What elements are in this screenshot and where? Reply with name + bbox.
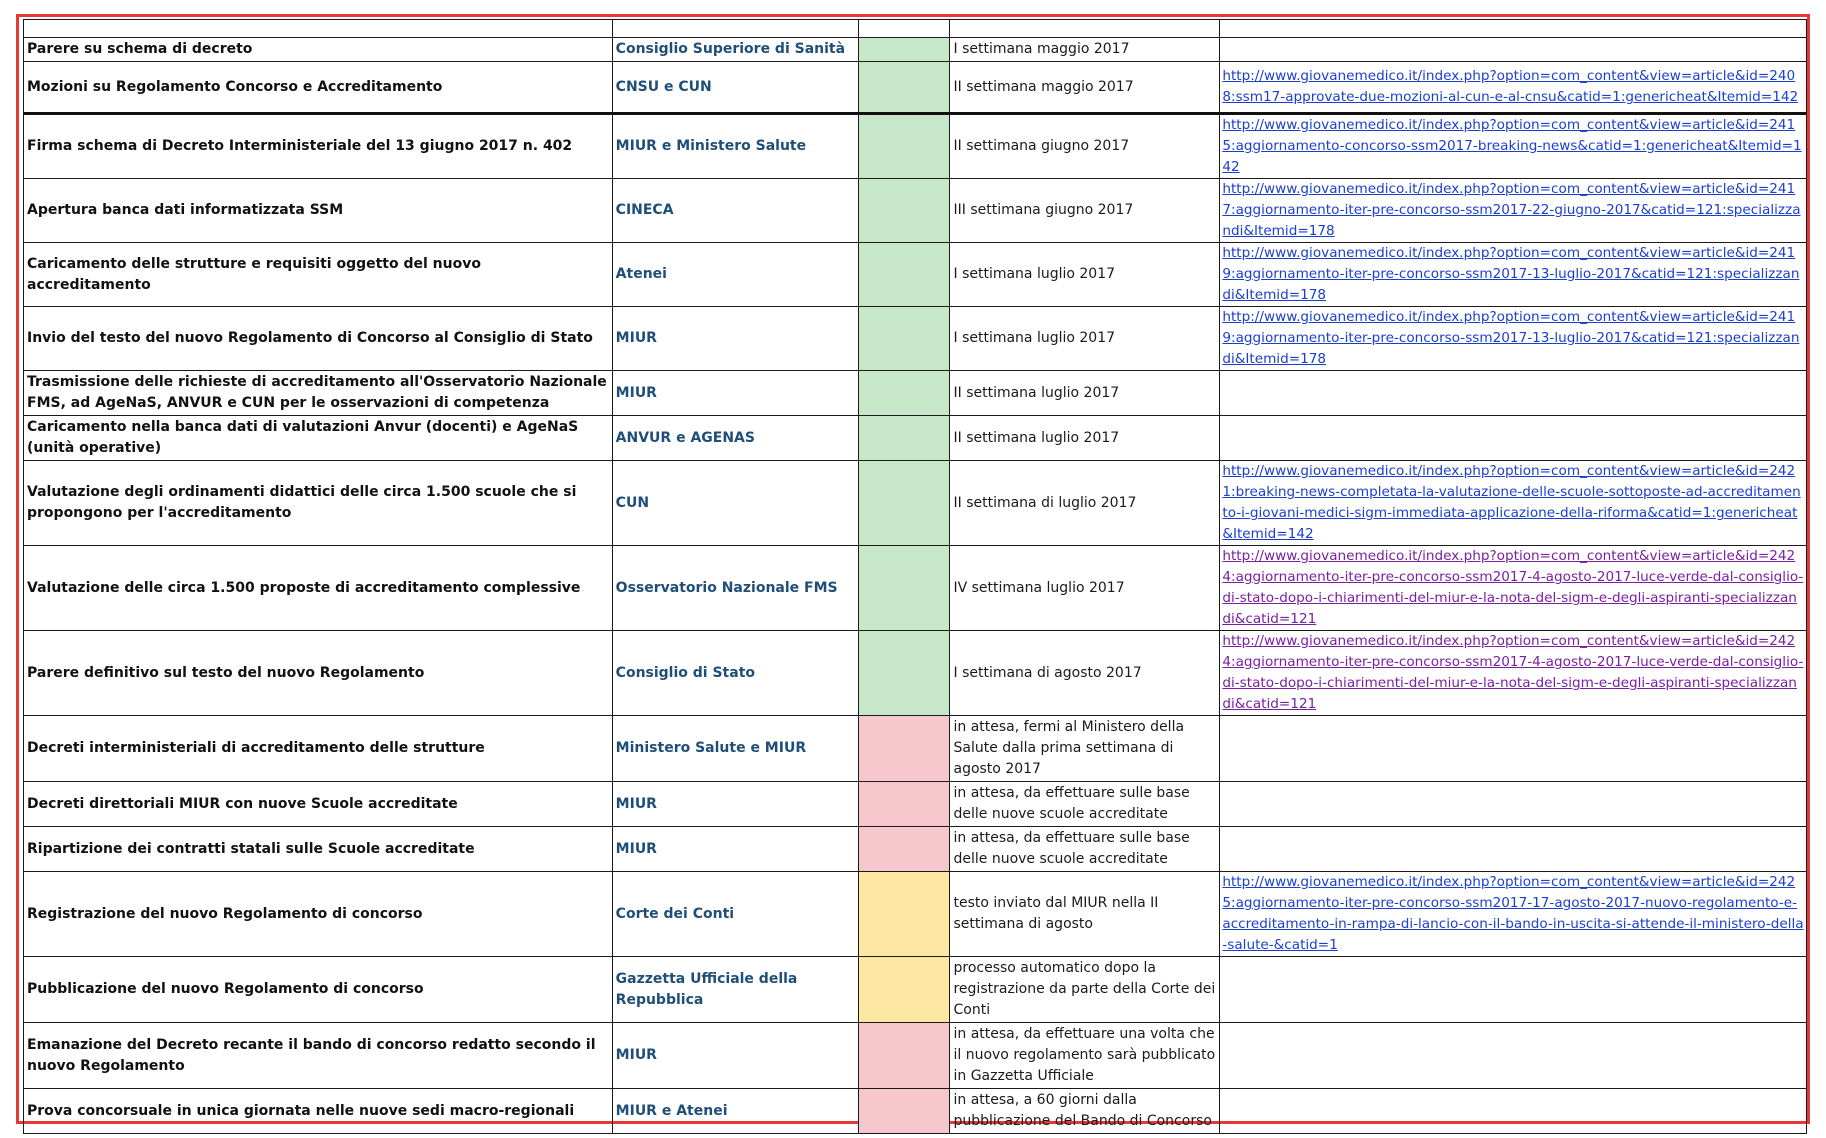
entity-cell[interactable] [612, 20, 858, 38]
table-body [24, 20, 1807, 1134]
timing-cell[interactable]: I settimana luglio 2017 [950, 307, 1220, 371]
table-row [24, 827, 1807, 872]
timing-cell[interactable]: in attesa, a 60 giorni dalla pubblicazione del Bando di Concorso [950, 1089, 1220, 1134]
entity-cell[interactable]: Consiglio di Stato [612, 631, 858, 716]
status-red-cell[interactable] [858, 1023, 950, 1089]
timing-cell[interactable]: III settimana giugno 2017 [950, 179, 1220, 243]
article-link[interactable]: http://www.giovanemedico.it/index.php?option=com_content&view=article&id=2417:aggiornamento-iter-pre-concorso-ssm2017-22-giugno-2017&catid=121:specializzandi&Itemid=178 [1222, 181, 1801, 239]
table-row [24, 179, 1807, 243]
status-green-cell[interactable] [858, 461, 950, 546]
article-link[interactable]: http://www.giovanemedico.it/index.php?option=com_content&view=article&id=2424:aggiornamento-iter-pre-concorso-ssm2017-4-agosto-2017-luce-verde-dal-consiglio-di-stato-dopo-i-chiarimenti-del-miur-e-la-nota-del-sigm-e-degli-aspiranti-specializzandi&catid=121 [1222, 633, 1804, 712]
article-link[interactable]: http://www.giovanemedico.it/index.php?option=com_content&view=article&id=2424:aggiornamento-iter-pre-concorso-ssm2017-4-agosto-2017-luce-verde-dal-consiglio-di-stato-dopo-i-chiarimenti-del-miur-e-la-nota-del-sigm-e-degli-aspiranti-specializzandi&catid=121 [1222, 548, 1804, 627]
entity-cell[interactable]: MIUR [612, 371, 858, 416]
entity-cell[interactable]: MIUR [612, 827, 858, 872]
status-green-cell[interactable] [858, 179, 950, 243]
link-cell[interactable] [1220, 957, 1807, 1023]
status-yellow-cell[interactable] [858, 872, 950, 957]
status-cell[interactable] [858, 20, 950, 38]
entity-cell[interactable]: MIUR [612, 782, 858, 827]
status-green-cell[interactable] [858, 38, 950, 62]
activity-cell[interactable]: Prova concorsuale in unica giornata nelle nuove sedi macro-regionali [24, 1089, 613, 1134]
timing-cell[interactable]: I settimana maggio 2017 [950, 38, 1220, 62]
timing-cell[interactable]: II settimana giugno 2017 [950, 114, 1220, 179]
activity-cell[interactable]: Mozioni su Regolamento Concorso e Accreditamento [24, 62, 613, 114]
article-link[interactable]: http://www.giovanemedico.it/index.php?option=com_content&view=article&id=2425:aggiornamento-iter-pre-concorso-ssm2017-17-agosto-2017-nuovo-regolamento-e-accreditamento-in-rampa-di-lancio-con-il-bando-in-uscita-si-attende-il-ministero-della-salute-&catid=1 [1222, 874, 1804, 953]
activity-cell[interactable]: Firma schema di Decreto Interministeriale del 13 giugno 2017 n. 402 [24, 114, 613, 179]
status-red-cell[interactable] [858, 1089, 950, 1134]
activity-cell[interactable]: Registrazione del nuovo Regolamento di concorso [24, 872, 613, 957]
timing-cell[interactable]: II settimana luglio 2017 [950, 371, 1220, 416]
link-cell[interactable] [1220, 307, 1807, 371]
timing-cell[interactable]: in attesa, fermi al Ministero della Salute dalla prima settimana di agosto 2017 [950, 716, 1220, 782]
timing-cell[interactable]: in attesa, da effettuare sulle base delle nuove scuole accreditate [950, 827, 1220, 872]
activity-cell[interactable]: Decreti interministeriali di accreditamento delle strutture [24, 716, 613, 782]
activity-cell[interactable]: Valutazione delle circa 1.500 proposte di accreditamento complessive [24, 546, 613, 631]
link-cell[interactable] [1220, 827, 1807, 872]
timing-cell[interactable]: II settimana maggio 2017 [950, 62, 1220, 114]
timing-cell[interactable]: testo inviato dal MIUR nella II settimana di agosto [950, 872, 1220, 957]
timing-cell[interactable]: II settimana di luglio 2017 [950, 461, 1220, 546]
link-cell[interactable] [1220, 179, 1807, 243]
timing-cell[interactable]: IV settimana luglio 2017 [950, 546, 1220, 631]
article-link[interactable]: http://www.giovanemedico.it/index.php?option=com_content&view=article&id=2419:aggiornamento-iter-pre-concorso-ssm2017-13-luglio-2017&catid=121:specializzandi&Itemid=178 [1222, 309, 1800, 367]
link-cell[interactable] [1220, 38, 1807, 62]
table-row [24, 782, 1807, 827]
table-row [24, 631, 1807, 716]
activity-cell[interactable]: Trasmissione delle richieste di accreditamento all'Osservatorio Nazionale FMS, ad AgeNaS, ANVUR e CUN per le osservazioni di competenza [24, 371, 613, 416]
article-link[interactable]: http://www.giovanemedico.it/index.php?option=com_content&view=article&id=2415:aggiornamento-concorso-ssm2017-breaking-news&catid=1:genericheat&Itemid=142 [1222, 117, 1802, 175]
activity-cell[interactable]: Decreti direttoriali MIUR con nuove Scuole accreditate [24, 782, 613, 827]
entity-cell[interactable]: CNSU e CUN [612, 62, 858, 114]
entity-cell[interactable]: MIUR e Ministero Salute [612, 114, 858, 179]
table-row [24, 62, 1807, 114]
activity-cell[interactable]: Caricamento nella banca dati di valutazioni Anvur (docenti) e AgeNaS (unità operative) [24, 416, 613, 461]
activity-cell[interactable]: Parere su schema di decreto [24, 38, 613, 62]
timing-cell[interactable]: in attesa, da effettuare una volta che il nuovo regolamento sarà pubblicato in Gazzetta Ufficiale [950, 1023, 1220, 1089]
status-red-cell[interactable] [858, 782, 950, 827]
article-link[interactable]: http://www.giovanemedico.it/index.php?option=com_content&view=article&id=2408:ssm17-approvate-due-mozioni-al-cun-e-al-cnsu&catid=1:genericheat&Itemid=142 [1222, 68, 1799, 105]
table-row [24, 114, 1807, 179]
status-green-cell[interactable] [858, 62, 950, 114]
table-row [24, 546, 1807, 631]
table-row [24, 957, 1807, 1023]
link-cell[interactable] [1220, 20, 1807, 38]
table-row [24, 461, 1807, 546]
timing-cell[interactable]: processo automatico dopo la registrazione da parte della Corte dei Conti [950, 957, 1220, 1023]
status-green-cell[interactable] [858, 546, 950, 631]
link-cell[interactable] [1220, 461, 1807, 546]
link-cell[interactable] [1220, 872, 1807, 957]
entity-cell[interactable]: CINECA [612, 179, 858, 243]
article-link[interactable]: http://www.giovanemedico.it/index.php?option=com_content&view=article&id=2421:breaking-news-completata-la-valutazione-delle-scuole-sottoposte-ad-accreditamento-i-giovani-medici-sigm-immediata-applicazione-della-riforma&catid=1:genericheat&Itemid=142 [1222, 463, 1801, 542]
entity-cell[interactable]: Corte dei Conti [612, 872, 858, 957]
table-row [24, 716, 1807, 782]
status-green-cell[interactable] [858, 307, 950, 371]
timing-cell[interactable]: I settimana luglio 2017 [950, 243, 1220, 307]
entity-cell[interactable]: ANVUR e AGENAS [612, 416, 858, 461]
timing-cell[interactable]: in attesa, da effettuare sulle base delle nuove scuole accreditate [950, 782, 1220, 827]
activity-cell[interactable]: Parere definitivo sul testo del nuovo Regolamento [24, 631, 613, 716]
screenshot-frame [16, 14, 1810, 1129]
activity-cell[interactable]: Valutazione degli ordinamenti didattici delle circa 1.500 scuole che si propongono per l'accreditamento [24, 461, 613, 546]
activity-cell[interactable]: Invio del testo del nuovo Regolamento di Concorso al Consiglio di Stato [24, 307, 613, 371]
timing-cell[interactable]: I settimana di agosto 2017 [950, 631, 1220, 716]
link-cell[interactable] [1220, 114, 1807, 179]
table-row [24, 243, 1807, 307]
entity-cell[interactable]: MIUR e Atenei [612, 1089, 858, 1134]
table-row [24, 1023, 1807, 1089]
entity-cell[interactable]: MIUR [612, 307, 858, 371]
status-green-cell[interactable] [858, 416, 950, 461]
article-link[interactable]: http://www.giovanemedico.it/index.php?option=com_content&view=article&id=2419:aggiornamento-iter-pre-concorso-ssm2017-13-luglio-2017&catid=121:specializzandi&Itemid=178 [1222, 245, 1800, 303]
timeline-table [23, 19, 1807, 1134]
link-cell[interactable] [1220, 416, 1807, 461]
link-cell[interactable] [1220, 62, 1807, 114]
table-row [24, 371, 1807, 416]
entity-cell[interactable]: Osservatorio Nazionale FMS [612, 546, 858, 631]
entity-cell[interactable]: Gazzetta Ufficiale della Repubblica [612, 957, 858, 1023]
status-green-cell[interactable] [858, 114, 950, 179]
activity-cell[interactable] [24, 20, 613, 38]
entity-cell[interactable]: CUN [612, 461, 858, 546]
link-cell[interactable] [1220, 371, 1807, 416]
activity-cell[interactable]: Pubblicazione del nuovo Regolamento di concorso [24, 957, 613, 1023]
entity-cell[interactable]: Ministero Salute e MIUR [612, 716, 858, 782]
link-cell[interactable] [1220, 631, 1807, 716]
link-cell[interactable] [1220, 782, 1807, 827]
status-red-cell[interactable] [858, 716, 950, 782]
link-cell[interactable] [1220, 1089, 1807, 1134]
link-cell[interactable] [1220, 1023, 1807, 1089]
link-cell[interactable] [1220, 716, 1807, 782]
entity-cell[interactable]: MIUR [612, 1023, 858, 1089]
activity-cell[interactable]: Ripartizione dei contratti statali sulle Scuole accreditate [24, 827, 613, 872]
link-cell[interactable] [1220, 546, 1807, 631]
entity-cell[interactable]: Consiglio Superiore di Sanità [612, 38, 858, 62]
table-row [24, 1089, 1807, 1134]
status-green-cell[interactable] [858, 631, 950, 716]
timing-cell[interactable]: II settimana luglio 2017 [950, 416, 1220, 461]
entity-cell[interactable]: Atenei [612, 243, 858, 307]
table-row [24, 38, 1807, 62]
status-green-cell[interactable] [858, 371, 950, 416]
activity-cell[interactable]: Apertura banca dati informatizzata SSM [24, 179, 613, 243]
table-row [24, 416, 1807, 461]
table-row [24, 872, 1807, 957]
status-yellow-cell[interactable] [858, 957, 950, 1023]
activity-cell[interactable]: Caricamento delle strutture e requisiti oggetto del nuovo accreditamento [24, 243, 613, 307]
link-cell[interactable] [1220, 243, 1807, 307]
timing-cell[interactable] [950, 20, 1220, 38]
status-green-cell[interactable] [858, 243, 950, 307]
table-row [24, 307, 1807, 371]
activity-cell[interactable]: Emanazione del Decreto recante il bando di concorso redatto secondo il nuovo Regolamento [24, 1023, 613, 1089]
status-red-cell[interactable] [858, 827, 950, 872]
table-row [24, 20, 1807, 38]
